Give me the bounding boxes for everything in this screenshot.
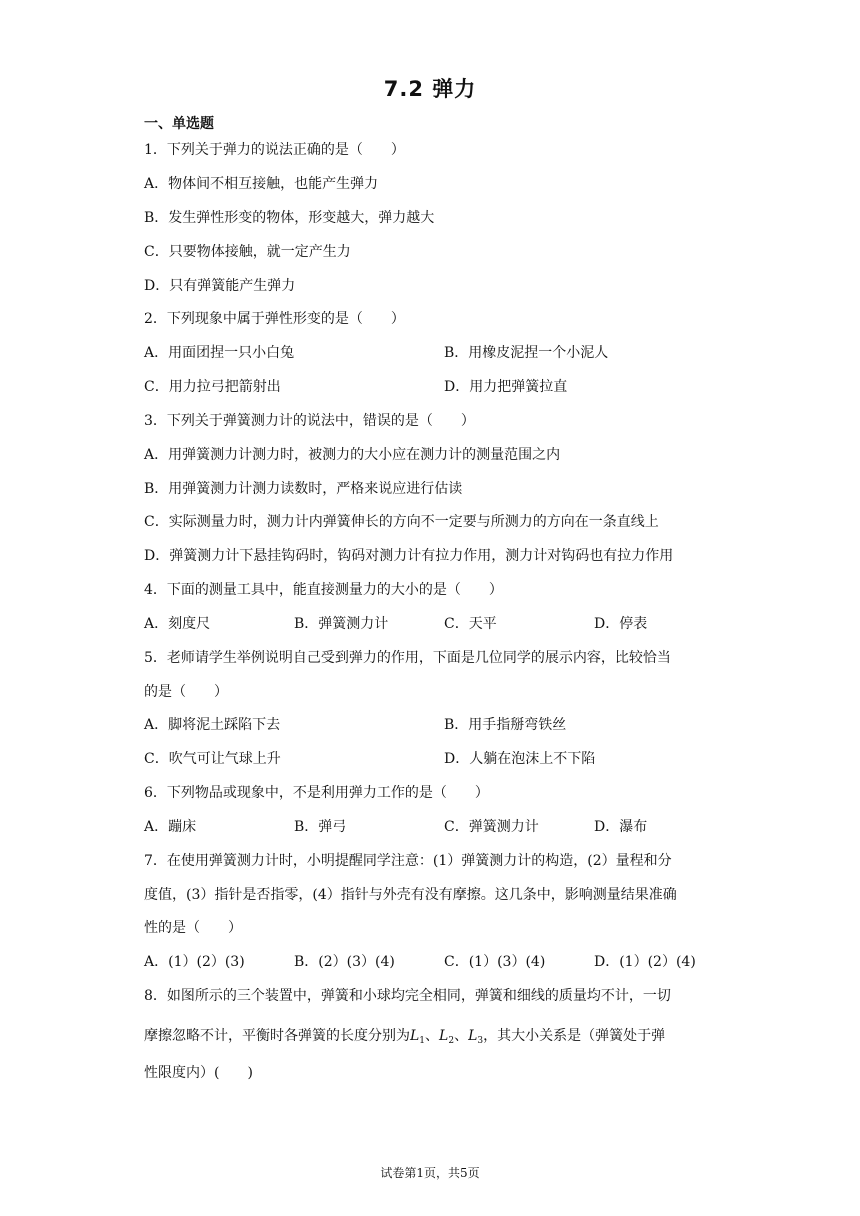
question-7-stem-line-1: 7．在使用弹簧测力计时，小明提醒同学注意：(1）弹簧测力计的构造，(2）量程和分 <box>144 853 672 869</box>
length-symbol-l3: L <box>468 1028 478 1044</box>
question-2-option-d: D．用力把弹簧拉直 <box>444 379 568 395</box>
section-heading: 一、单选题 <box>144 116 214 132</box>
subscript-2: 2 <box>448 1036 455 1046</box>
question-1-option-b: B．发生弹性形变的物体，形变越大，弹力越大 <box>144 210 435 226</box>
question-4-option-a: A．刻度尺 <box>144 616 211 632</box>
question-6-option-d: D．瀑布 <box>594 819 648 835</box>
question-7-option-c: C．(1）(3）(4) <box>444 954 546 970</box>
question-7-stem-line-2: 度值，(3）指针是否指零，(4）指针与外壳有没有摩擦。这几条中，影响测量结果准确 <box>144 887 677 903</box>
question-2-option-b: B．用橡皮泥捏一个小泥人 <box>444 345 609 361</box>
question-5-option-c: C．吹气可让气球上升 <box>144 751 281 767</box>
question-2-stem: 2．下列现象中属于弹性形变的是（ ） <box>144 311 405 327</box>
question-7-option-b: B．(2）(3）(4) <box>294 954 395 970</box>
question-5-option-d: D．人躺在泡沫上不下陷 <box>444 751 596 767</box>
question-3-option-c: C．实际测量力时，测力计内弹簧伸长的方向不一定要与所测力的方向在一条直线上 <box>144 514 659 530</box>
question-4-option-d: D．停表 <box>594 616 648 632</box>
subscript-3: 3 <box>477 1036 484 1046</box>
question-6-option-c: C．弹簧测力计 <box>444 819 539 835</box>
question-6-stem: 6．下列物品或现象中，不是利用弹力工作的是（ ） <box>144 785 489 801</box>
question-2-option-a: A．用面团捏一只小白兔 <box>144 345 295 361</box>
question-8-text-pre: 摩擦忽略不计，平衡时各弹簧的长度分别为 <box>144 1028 410 1044</box>
length-symbol-l1: L <box>410 1028 420 1044</box>
subscript-1: 1 <box>419 1036 426 1046</box>
question-7-option-d: D．(1）(2）(4) <box>594 954 696 970</box>
question-5-option-a: A．脚将泥土踩陷下去 <box>144 717 281 733</box>
question-4-stem: 4．下面的测量工具中，能直接测量力的大小的是（ ） <box>144 582 503 598</box>
question-1-option-c: C．只要物体接触，就一定产生力 <box>144 244 351 260</box>
question-3-stem: 3．下列关于弹簧测力计的说法中，错误的是（ ） <box>144 413 475 429</box>
question-1-stem: 1．下列关于弹力的说法正确的是（ ） <box>144 142 405 158</box>
question-7-stem-line-3: 性的是（ ） <box>144 920 242 936</box>
question-2-option-c: C．用力拉弓把箭射出 <box>144 379 281 395</box>
question-3-option-d: D．弹簧测力计下悬挂钩码时，钩码对测力计有拉力作用，测力计对钩码也有拉力作用 <box>144 548 674 564</box>
separator-2: 、 <box>454 1028 469 1044</box>
question-3-option-b: B．用弹簧测力计测力读数时，严格来说应进行估读 <box>144 481 463 497</box>
length-symbol-l2: L <box>439 1028 449 1044</box>
question-8-stem-line-3: 性限度内）( ) <box>144 1065 253 1081</box>
question-4-option-c: C．天平 <box>444 616 497 632</box>
page-title: 7.2 弹力 <box>383 77 477 101</box>
page-footer: 试卷第1页，共5页 <box>380 1166 480 1180</box>
question-8-stem-line-1: 8．如图所示的三个装置中，弹簧和小球均完全相同，弹簧和细线的质量均不计，一切 <box>144 988 671 1004</box>
question-6-option-b: B．弹弓 <box>294 819 347 835</box>
question-5-option-b: B．用手指掰弯铁丝 <box>444 717 567 733</box>
question-1-option-a: A．物体间不相互接触，也能产生弹力 <box>144 176 379 192</box>
question-7-option-a: A．(1）(2）(3) <box>144 954 245 970</box>
question-4-option-b: B．弹簧测力计 <box>294 616 389 632</box>
question-8-stem-line-2 <box>144 1027 665 1050</box>
question-5-stem-line-1: 5．老师请学生举例说明自己受到弹力的作用，下面是几位同学的展示内容，比较恰当 <box>144 650 671 666</box>
question-5-stem-line-2: 的是（ ） <box>144 684 228 700</box>
question-6-option-a: A．蹦床 <box>144 819 197 835</box>
question-1-option-d: D．只有弹簧能产生弹力 <box>144 278 296 294</box>
separator-1: 、 <box>425 1028 440 1044</box>
question-8-text-post: ，其大小关系是（弹簧处于弹 <box>483 1028 666 1044</box>
question-3-option-a: A．用弹簧测力计测力时，被测力的大小应在测力计的测量范围之内 <box>144 447 561 463</box>
